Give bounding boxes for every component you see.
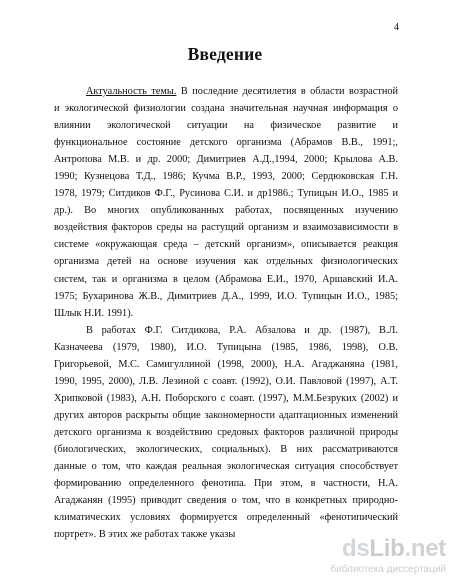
text-line: функциональное состояние детского организма (Абрамов В.В., 1991;, — [54, 137, 398, 149]
text-line: системе «окружающая среда – детский организм», описывается реакция — [54, 239, 398, 251]
text-line: 1975; Бухаринова Ж.В., Димитриев Д.А., 1999, И.О. Тупицын И.О., 1985; — [54, 290, 398, 302]
section-lead: Актуальность темы. — [86, 86, 177, 97]
line-text: В последние десятилетия в области возрастной — [176, 86, 398, 97]
text-line: и экологической физиологии создана значительная научная информация о — [54, 103, 398, 115]
text-line: детского организма к воздействию средовых факторов различной природы — [54, 426, 398, 438]
text-line: 1990, 1995, 2000), Л.В. Лезиной с соавт. (1992), О.И. Павловой (1997), А.Т. — [54, 375, 398, 387]
text-line: Агаджанян (1995) приводит сведения о том, что в конкретных природно- — [54, 495, 398, 507]
document-body — [54, 83, 398, 543]
text-line: Хрипковой (1983), А.Н. Поборского с соавт. (1997), М.М.Безруких (2002) и — [54, 392, 398, 404]
text-line: В работах Ф.Г. Ситдикова, Р.А. Абзалова и др. (1987), В.Л. — [86, 324, 398, 336]
text-line: Казначеева (1979, 1980), И.О. Тупицына (1985, 1986, 1998), О.В. — [54, 341, 398, 353]
text-line — [54, 83, 398, 100]
text-line: организма детей на основе изучения как отдельных физиологических — [54, 256, 398, 268]
watermark-logo-lib: Lib — [369, 535, 405, 562]
text-line: климатических условиях формируется определенный «фенотипический — [54, 512, 398, 524]
text-line: формированию определенного фенотипа. При этом, в частности, Н.А. — [54, 478, 398, 490]
text-line: Шлык Н.И. 1991). — [54, 307, 134, 319]
page-title: Введение — [187, 44, 263, 64]
watermark-subtitle: библиотека диссертаций — [330, 564, 446, 575]
text-line: Антропова М.В. и др. 2000; Димитриев А.Д.,1994, 2000; Крылова А.В. — [54, 154, 398, 166]
page-number: 4 — [394, 22, 399, 33]
watermark-logo-net: net — [410, 535, 446, 562]
text-line: Григорьевой, М.С. Самигуллиной (1998, 2000), Н.А. Агаджаняна (1981, — [54, 358, 398, 370]
text-line: систем, так и организма в целом (Абрамова Е.И., 1970, Аршавский И.А. — [54, 273, 398, 285]
watermark — [314, 535, 448, 579]
watermark-logo-dot: . — [404, 535, 411, 562]
text-line: влиянии экологической ситуации на физическое развитие и — [54, 120, 398, 132]
text-line: данные о том, что каждая реальная экологическая ситуация способствует — [54, 461, 398, 473]
text-line: портрет». В этих же работах также указы — [54, 529, 236, 541]
text-line: других авторов раскрыты общие закономерности адаптационных изменений — [54, 409, 398, 421]
watermark-logo — [342, 535, 446, 563]
text-line: др.). Во многих опубликованных работах, посвященных изучению — [54, 205, 398, 217]
text-line: воздействия факторов среды на растущий организм и взаимозависимости в — [54, 222, 398, 234]
text-line: 1990; Кузнецова Т.Д., 1986; Кучма В.Р., 1993, 2000; Сердюковская Г.Н. — [54, 171, 398, 183]
text-line: 1978, 1979; Ситдиков Ф.Г., Русинова С.И. и др1986.; Тупицын И.О., 1985 и — [54, 188, 398, 200]
watermark-logo-ds: ds — [342, 535, 370, 562]
text-line: (биологических, экологических, социальных). В них рассматриваются — [54, 443, 398, 455]
